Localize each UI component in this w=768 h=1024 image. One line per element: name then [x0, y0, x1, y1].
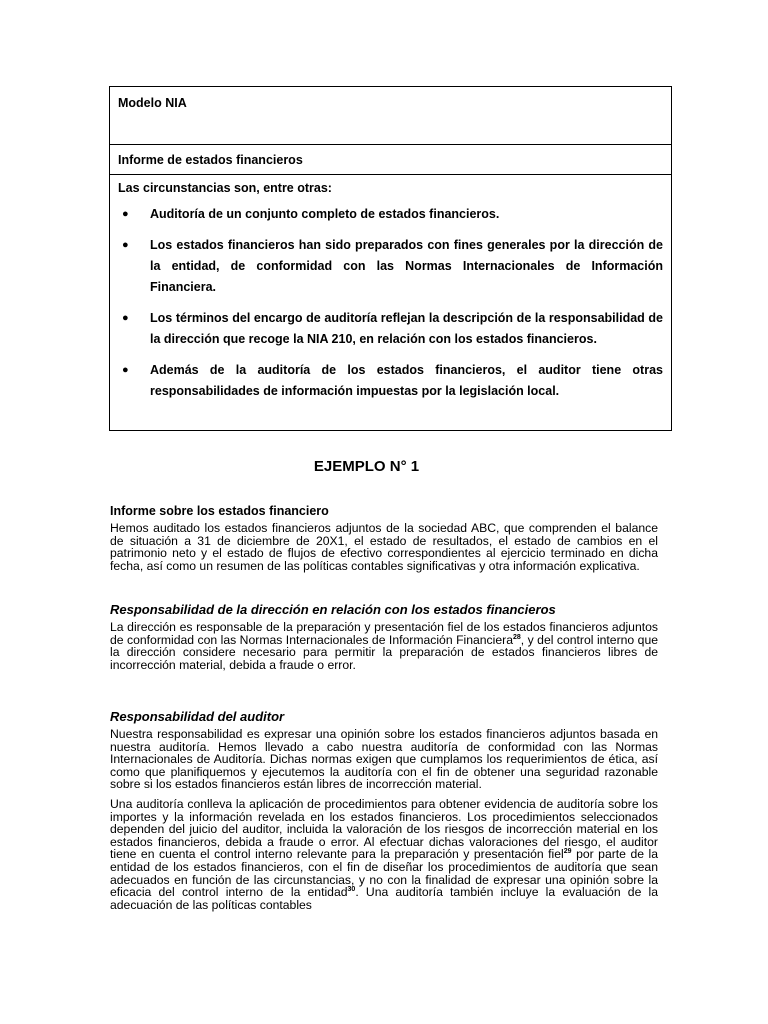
model-row — [110, 87, 671, 145]
list-item — [118, 235, 663, 298]
footnote-ref: 30 — [347, 886, 356, 894]
circumstances-intro: Las circunstancias son, entre otras: — [118, 181, 332, 195]
model-title: Modelo NIA — [118, 96, 187, 110]
example-heading: EJEMPLO N° 1 — [313, 458, 420, 475]
section-management-responsibility — [110, 602, 658, 671]
bullet-icon: ● — [122, 239, 129, 251]
section-heading: Informe sobre los estados financiero — [110, 504, 329, 518]
nia-model-box — [109, 86, 672, 431]
circumstances-row — [110, 175, 671, 430]
list-item — [118, 204, 663, 225]
bullet-text: Auditoría de un conjunto completo de estados financieros. — [150, 207, 500, 221]
report-title: Informe de estados financieros — [118, 153, 303, 167]
section-heading: Responsabilidad del auditor — [110, 709, 285, 724]
bullet-icon: ● — [122, 312, 129, 324]
section-heading: Responsabilidad de la dirección en relación con los estados financieros — [110, 602, 556, 617]
bullet-text: Los estados financieros han sido preparados con fines generales por la dirección de la entidad, de conformidad con las Normas Internacionales de Información Financiera. — [150, 238, 663, 294]
paragraph: La dirección es responsable de la preparación y presentación fiel de los estados financieros adjuntos de conformidad con las Normas Internacionales de Información Financiera$^{28}$, y del control interno que la dirección considere necesario para permitir la preparación de estados financieros libres de incorrección material, debida a fraude o error. — [110, 620, 658, 672]
bullet-icon: ● — [122, 208, 129, 220]
bullet-text: Los términos del encargo de auditoría reflejan la descripción de la responsabilidad de la dirección que recoge la NIA 210, en relación con los estados financieros. — [150, 311, 663, 346]
section-auditor-responsibility — [110, 709, 658, 911]
section-report — [110, 504, 658, 572]
bullet-icon: ● — [122, 364, 129, 376]
report-row — [110, 145, 671, 175]
footnote-ref: 28 — [512, 633, 521, 641]
list-item — [118, 308, 663, 350]
paragraph: Una auditoría conlleva la aplicación de procedimientos para obtener evidencia de auditoría sobre los importes y la información revelada en los estados financieros. Los procedimientos seleccionados dependen del juicio del auditor, incluida la valoración de los riesgos de incorrección material en los estados financieros, debida a fraude o error. Al efectuar dichas valoraciones del riesgo, el auditor tiene en cuenta el control interno relevante para la preparación y presentación fiel$^{29}$ por parte de la entidad de los estados financieros, con el fin de diseñar los procedimientos de auditoría que sean adecuados en función de las circunstancias, y no con la finalidad de expresar una opinión sobre la eficacia del control interno de la entidad$^{30}$. Una auditoría también incluye la evaluación de la adecuación de las políticas contables — [110, 796, 659, 912]
list-item — [118, 360, 663, 402]
bullet-text: Además de la auditoría de los estados financieros, el auditor tiene otras responsabilidades de información impuestas por la legislación local. — [150, 363, 663, 398]
footnote-ref: 29 — [563, 848, 572, 856]
paragraph: Hemos auditado los estados financieros adjuntos de la sociedad ABC, que comprenden el balance de situación a 31 de diciembre de 20X1, el estado de resultados, el estado de cambios en el patrimonio neto y el estado de flujos de efectivo correspondientes al ejercicio terminado en dicha fecha, así como un resumen de las políticas contables significativas y otra información explicativa. — [110, 521, 658, 573]
circumstances-list — [118, 204, 663, 402]
paragraph: Nuestra responsabilidad es expresar una opinión sobre los estados financieros adjuntos basada en nuestra auditoría. Hemos llevado a cabo nuestra auditoría de conformidad con las Normas Internacionales de Auditoría. Dichas normas exigen que cumplamos los requerimientos de ética, así como que planifiquemos y ejecutemos la auditoría con el fin de obtener una seguridad razonable sobre si los estados financieros están libres de incorrección material. — [110, 727, 658, 792]
